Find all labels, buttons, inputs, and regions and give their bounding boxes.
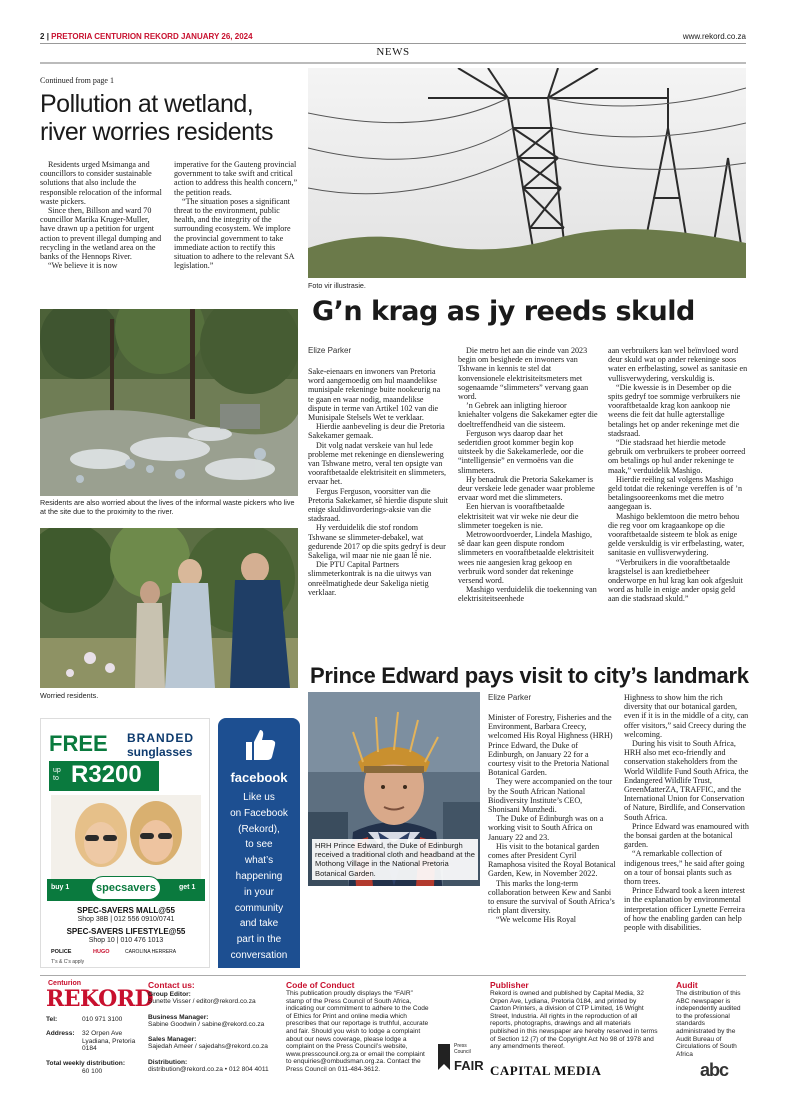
ad-store2-detail: Shop 10 | 010 476 1013: [88, 937, 164, 944]
krag-headline: G’n krag as jy reeds skuld: [312, 296, 695, 327]
paragraph: Die PTU Capital Partners slimmeterkontrak is na die uitwys van onreëlmatighede deur Sakeliga nietig verklaar.: [308, 560, 432, 597]
paragraph: Die metro het aan die einde van 2023 begin om besighede en inwoners van Tshwane in kennis te stel dat konvensionele elektrisiteitsmeters met sogenaamde “slimmeters” vervang gaan word.: [458, 346, 589, 402]
facebook-line: part in the: [236, 934, 282, 946]
page-number: 2: [40, 32, 45, 41]
distribution-label: Total weekly distribution:: [46, 1060, 126, 1067]
facebook-line: in your: [243, 886, 274, 898]
paragraph: Dit volg nadat verskeie van hul lede probleme met rekeninge en dienslewering van Tshwane metro, veral ten opsigte van vooraftbetaalde elektrisiteit en slimmeters, ervaar het.: [308, 440, 446, 487]
fair-badge: [436, 1040, 486, 1080]
ad-store1-name: SPEC-SAVERS MALL@55: [77, 906, 175, 915]
paragraph: “We welcome His Royal: [496, 915, 577, 925]
footer-contact: [148, 980, 276, 1073]
facebook-ad[interactable]: [218, 718, 300, 968]
paragraph: Sake-eienaars en inwoners van Pretoria word aangemoedig om hul maandelikse munisipale rekeninge buite nookeurig na te gaan en waar nodig, maandelikse dispute in terme van Artikel 102 van die Munisipale Stelsels Wet te verklaar.: [308, 367, 441, 423]
paragraph: “Die stadsraad het hierdie metode gebruik om verbruikers te probeer oorreed om betalings op hul ander rekeninge te maak,” verduidelik Mashigo.: [608, 438, 746, 475]
dumping-site-photo: [40, 309, 298, 496]
continued-note: Continued from page 1: [40, 76, 114, 85]
ad-terms: T’s & C’s apply: [51, 959, 85, 965]
contact-title: Contact us:: [148, 980, 195, 990]
paragraph: Metrowoordvoerder, Lindela Mashigo, sê daar kan geen dispute rondom slimmeters en vooraftbetaalde elektrisiteit wees nie aangesien krag gekoop en verbruik word sonder dat rekeninge versend word.: [458, 530, 594, 586]
paragraph: Minister of Forestry, Fisheries and the Environment, Barbara Creecy, welcomed His Royal Highness (HRH) Prince Edward, the Duke of Edinburgh, on January 22 for a courtesy visit to the Pretoria National Botanical Garden.: [488, 713, 613, 778]
paragraph: “The situation poses a significant threat to the environment, public health, and the integrity of the surrounding ecosystem. We implore the provincial government to take immediate action to rectify this situation to adhere to the relevant SA legislation.”: [174, 196, 295, 271]
contact-role: Business Manager:: [148, 1013, 209, 1021]
dumping-site-image: [40, 309, 298, 496]
page-header: [40, 32, 253, 41]
paragraph: This marks the long-term collaboration between Kew and Sanbi to ensure the survival of South Africa’s rich plant diversity.: [488, 878, 615, 916]
power-lines-photo: [308, 68, 746, 278]
paragraph: Mashigo verduidelik die toekenning van elektrisiteitseenhede: [458, 585, 597, 604]
edward-column-1: [488, 713, 616, 925]
ad-branded: BRANDED: [127, 731, 194, 745]
footer-divider: [40, 975, 746, 976]
contact-detail[interactable]: Sajedah Ameer / sajedahs@rekord.co.za: [148, 1043, 268, 1051]
publication-name: PRETORIA CENTURION REKORD JANUARY 26, 2024: [51, 32, 253, 41]
thumbs-up-icon: [240, 726, 278, 764]
paragraph: Prince Edward was enamoured with the bonsai garden at the botanical garden.: [624, 821, 749, 850]
facebook-line: Like us: [243, 792, 275, 803]
fair-label: FAIR: [454, 1058, 484, 1073]
power-lines-credit: Foto vir illustrasie.: [308, 281, 366, 290]
masthead-small: Centurion: [48, 980, 82, 987]
abc-logo: abc: [700, 1060, 729, 1080]
distribution-value: 60 100: [82, 1068, 103, 1075]
paragraph: aan verbruikers kan wel beïnvloed word deur skuld wat op ander rekeninge soos water en erfbelasting, sowel as sanitasie en vullisverwydering, verskuldig is.: [608, 346, 748, 383]
section-divider: [40, 62, 746, 64]
contact-role: Distribution:: [148, 1058, 188, 1066]
address-label: Address:: [46, 1030, 75, 1037]
ad-sunglasses: sunglasses: [127, 745, 193, 759]
edward-byline: Elize Parker: [488, 693, 532, 702]
paragraph: They were accompanied on the tour by the South African National Biodiversity Institute’s CEO, Shonisani Munzhedi.: [488, 777, 613, 815]
ad-logo-hugo: HUGO: [93, 949, 110, 955]
paragraph: “Verbruikers in die vooraftbetaalde kragstelsel is aan kredietbeheer onderworpe en hul krag kan ook afgesluit word as hulle in enige ander opsig geld aan die stadsraad skuld.”: [608, 557, 743, 604]
pollution-column-1: [40, 160, 164, 270]
audit-title: Audit: [676, 980, 698, 990]
section-title: NEWS: [376, 46, 410, 58]
power-lines-image: [308, 68, 746, 278]
facebook-line: on Facebook: [230, 807, 288, 819]
prince-edward-caption: HRH Prince Edward, the Duke of Edinburgh received a traditional cloth and headband at the Mothong Village in the National Pretoria Botanical Garden.: [312, 839, 478, 880]
paragraph: Prince Edward took a keen interest in the explanation by environmental interpretation officer Lynette Ferreira of how the enabling garden can help people with disabilities.: [624, 886, 746, 933]
facebook-line: what’s: [244, 855, 274, 867]
contact-detail[interactable]: Sabine Goodwin / sabine@rekord.co.za: [148, 1020, 265, 1028]
ad-amount: R3200: [71, 761, 142, 788]
paragraph: Fergus Ferguson, voorsitter van die Pretoria Sakekamer, sê hierdie dispute sluit enige skuldinvorderings-aksie van die stadsraad.: [308, 486, 448, 524]
fair-stamp-icon: [436, 1042, 452, 1072]
header-separator: |: [46, 32, 52, 41]
facebook-line: and take: [239, 918, 279, 930]
publisher-title: Publisher: [490, 980, 529, 990]
paragraph: Mashigo beklemtoon die metro behou die reg voor om kragaankope op die vooraftbetaalde sisteem te blok as enige gelde verskuldig is vir erfbelasting, water, sanitasie en vullisverwydering.: [608, 511, 745, 558]
edward-headline: Prince Edward pays visit to city’s landmark: [310, 663, 749, 688]
masthead-logo: REKORD: [46, 986, 154, 1012]
ad-store2-name: SPEC-SAVERS LIFESTYLE@55: [66, 927, 186, 936]
facebook-line: to see: [245, 839, 273, 851]
publisher-text: Rekord is owned and published by Capital Media, 32 Orpen Ave, Lydiana, Pretoria 0184, and printed by Caxton Printers, a division of CTP Limited, 16 Wright Street, Industria. All rights in the reproduction of all reports, photographs, drawings and all materials published in this newspaper are hereby reserved in terms of Section 12 (7) of the Copyright Act No 98 of 1978 and any amendments thereof.: [490, 990, 658, 1051]
ad-logo-police: POLICE: [51, 949, 72, 955]
paragraph: “Die kwessie is in Desember op die spits gedryf toe sommige verbruikers nie vooraftbetaalde krag kon aankoop nie weens die feit dat hulle agterstallige betalings het op ander rekeninge met die stadsraad.: [608, 382, 741, 438]
ad-free: FREE: [49, 731, 108, 756]
facebook-line: (Rekord),: [238, 823, 280, 835]
facebook-brand: facebook: [230, 770, 288, 785]
paragraph: Ferguson wys daarop daar het sedertdien groot kommer begin kop uitsteek by die Sakekamerlede, oor die “intelligensie” en vermoëns van die slimmeters.: [458, 428, 584, 475]
facebook-line: conversation: [230, 949, 288, 961]
pollution-column-2: [174, 160, 300, 270]
facebook-line: happening: [235, 870, 283, 882]
address-value: 32 Orpen Ave Lyadiana, Pretoria 0184: [82, 1030, 136, 1053]
paragraph: “We believe it is now: [48, 261, 118, 271]
paragraph: The Duke of Edinburgh was on a working visit to South Africa on January 22 and 23.: [488, 814, 604, 842]
krag-byline: Elize Parker: [308, 346, 352, 355]
website-link[interactable]: www.rekord.co.za: [682, 32, 746, 41]
capital-media-logo: CAPITAL MEDIA: [490, 1063, 602, 1078]
paragraph: Een hiervan is vooraftbetaalde elektrisiteit wat vir weke nie deur die slimmeter toegeken is nie.: [458, 502, 579, 530]
ad-logo-carolina: CAROLINA HERRERA: [125, 949, 177, 955]
paragraph: Highness to show him the rich diversity that our botanical garden, even if it is in the middle of a city, can offer visitors,” said Creecy during the welcoming.: [624, 693, 749, 739]
paragraph: Hierdie aanbeveling is deur die Pretoria Sakekamer gemaak.: [308, 422, 445, 441]
specsavers-ad[interactable]: [40, 718, 210, 968]
paragraph: Hy benadruk die Pretoria Sakekamer is deur verskeie lede genader waar probleme ervaar word met die slimmeters.: [458, 474, 595, 503]
press-council-label: Press Council: [454, 1043, 471, 1055]
contact-detail[interactable]: distribution@rekord.co.za • 012 804 4011: [148, 1065, 269, 1073]
worried-residents-image: [40, 528, 298, 688]
paragraph: “A remarkable collection of indigenous trees,” he said after going on a tour of bonsai plants such as thorn trees.: [624, 849, 745, 887]
paragraph: During his visit to South Africa, HRH also met eco-friendly and conservation stakeholders from the World Wildlife Fund South Africa, the Endangered Wildlife Trust, GreenMatterZA, TRAFFIC, and the International Union for Conservation of Nature, Birdlife, and Conservation South Africa.: [624, 739, 749, 822]
paragraph: ’n Gebrek aan inligting hieroor kniehalter volgens die Sakekamer egter die doeltreffendheid van die sisteem.: [458, 401, 598, 429]
footer-audit: [676, 980, 746, 1058]
worried-residents-caption: Worried residents.: [40, 691, 99, 700]
ad-store1-detail: Shop 38B | 012 556 0910/0741: [77, 916, 175, 923]
ad-buy: buy 1: [51, 884, 70, 891]
audit-text: The distribution of this ABC newspaper is independently audited to the professional standards administrated by the Audit Bureau of Circulations of South Africa: [676, 990, 741, 1058]
pollution-headline: Pollution at wetland, river worries residents: [40, 90, 274, 146]
paragraph: His visit to the botanical garden comes after President Cyril Ramaphosa visited the Royal Botanical Garden, Kew, in November 2022.: [488, 841, 616, 879]
contact-detail[interactable]: Sunette Visser / editor@rekord.co.za: [148, 998, 256, 1005]
tel-label: Tel:: [46, 1016, 58, 1023]
paragraph: imperative for the Gauteng provincial government to take swift and critical action to address this health concern,” the petition reads.: [174, 160, 298, 197]
krag-column-3: [608, 346, 748, 604]
krag-column-2: [458, 346, 598, 604]
paragraph: Hy verduidelik die stof rondom Tshwane se slimmeter-debakel, wat gedurende 2017 op die spits gedryf is deur Sakeliga, wil maar nie nie gaan lê nie.: [308, 523, 446, 561]
paragraph: Residents urged Msimanga and councillors to consider sustainable solutions that also include the responsible relocation of the informal waste pickers.: [40, 160, 162, 206]
edward-column-2: [624, 693, 750, 932]
dumping-site-caption: Residents are also worried about the lives of the informal waste pickers who live at the site due to the proximity to the river.: [40, 498, 295, 516]
footer-publisher: [490, 980, 658, 1051]
facebook-message: [218, 790, 300, 964]
ad-brand: specsavers: [96, 882, 156, 894]
header-divider: [40, 43, 746, 44]
tel-value: 010 971 3100: [82, 1016, 123, 1023]
facebook-line: community: [234, 902, 284, 914]
worried-residents-photo: [40, 528, 298, 688]
krag-column-1: [308, 367, 448, 597]
paragraph: Since then, Billson and ward 70 councillor Marika Kruger-Muller, have drawn up a petition for urgent action to prevent illegal dumping and recycling in the wetland area on the banks of the Hennops River.: [40, 206, 162, 262]
contact-role: Sales Manager:: [148, 1036, 197, 1044]
conduct-text: This publication proudly displays the “FAIR” stamp of the Press Council of South Africa, indicating our commitment to adhere to the Code of Ethics for Print and online media which prescribes that our reportage is truthful, accurate and fair. Should you wish to lodge a complaint about our news coverage, please lodge a complaint on the Press Council’s website, www.presscouncil.org.za or email the complaint to enquiries@ombudsman.org.za. Contact the Press Council on 011-484-3612.: [286, 990, 429, 1073]
ad-up-to: up to: [53, 767, 61, 782]
contact-role: Group Editor:: [148, 991, 191, 998]
paragraph: Hierdie reëling sal volgens Mashigo geld totdat die rekeninge vereffen is of ’n betalingsooreenkoms met die metro aangegaan is.: [608, 474, 743, 512]
conduct-title: Code of Conduct: [286, 980, 355, 990]
ad-get: get 1: [179, 884, 196, 891]
